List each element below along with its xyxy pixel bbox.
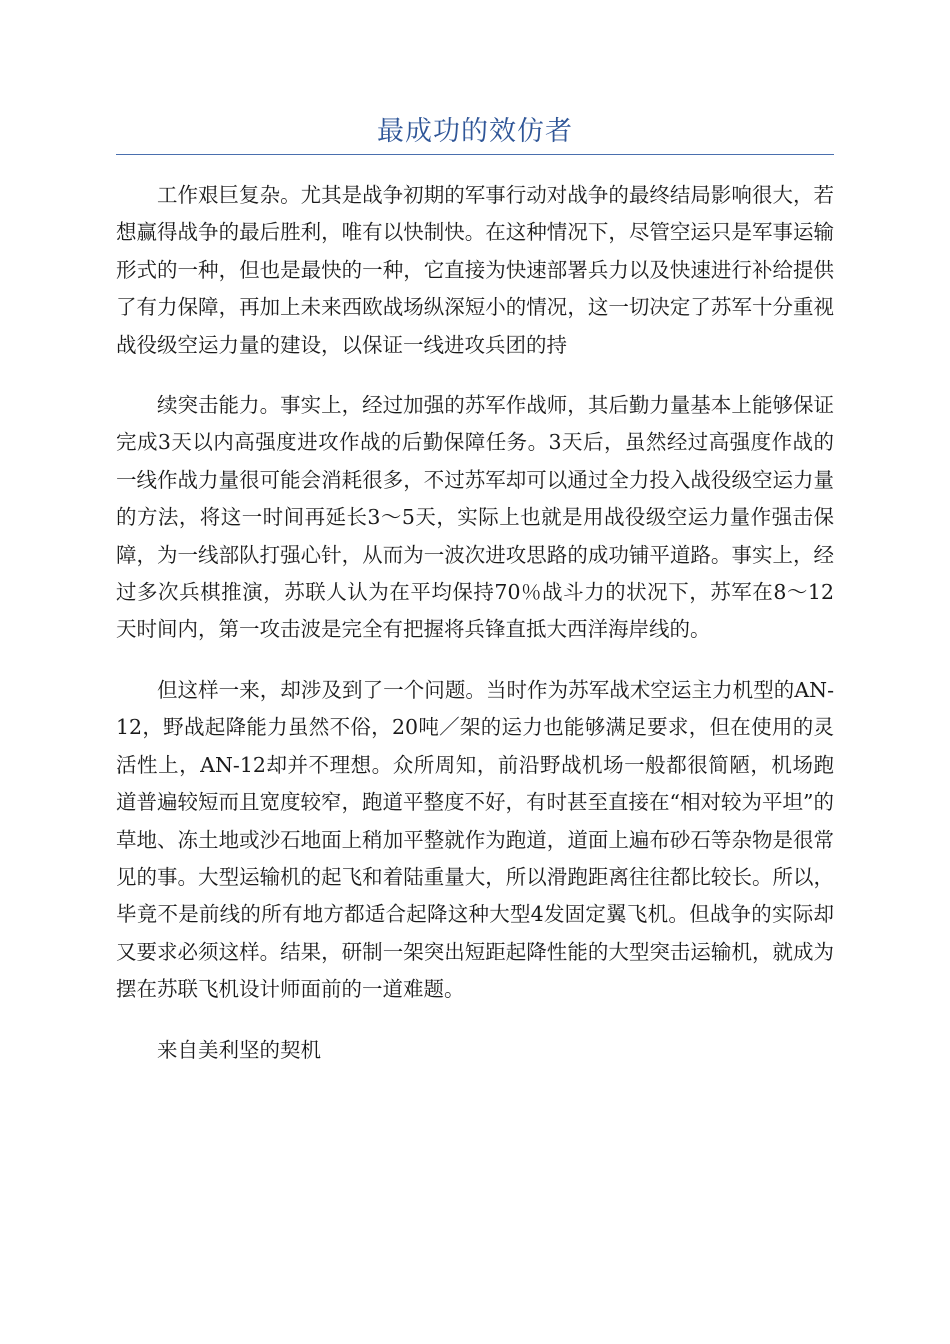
section-heading: 来自美利坚的契机 bbox=[157, 1037, 321, 1062]
paragraph-3: 但这样一来，却涉及到了一个问题。当时作为苏军战术空运主力机型的AN-12，野战起降能力虽然不俗，20吨／架的运力也能够满足要求，但在使用的灵活性上，AN-12却并不理想。众所周知，前沿野战机场一般都很简陋，机场跑道普遍较短而且宽度较窄，跑道平整度不好，有时甚至直接在“相对较为平坦”的草地、冻土地或沙石地面上稍加平整就作为跑道，道面上遍布砂石等杂物是很常见的事。大型运输机的起飞和着陆重量大，所以滑跑距离往往都比较长。所以，毕竟不是前线的所有地方都适合起降这种大型4发固定翼飞机。但战争的实际却又要求必须这样。结果，研制一架突出短距起降性能的大型突击运输机，就成为摆在苏联飞机设计师面前的一道难题。 bbox=[116, 677, 834, 1002]
title-underline bbox=[116, 154, 834, 155]
paragraph-2: 续突击能力。事实上，经过加强的苏军作战师，其后勤力量基本上能够保证完成3天以内高强度进攻作战的后勤保障任务。3天后，虽然经过高强度作战的一线作战力量很可能会消耗很多，不过苏军却可以通过全力投入战役级空运力量的方法，将这一时间再延长3～5天，实际上也就是用战役级空运力量作强击保障，为一线部队打强心针，从而为一波次进攻思路的成功铺平道路。事实上，经过多次兵棋推演，苏联人认为在平均保持70％战斗力的状况下，苏军在8～12天时间内，第一攻击波是完全有把握将兵锋直抵大西洋海岸线的。 bbox=[116, 393, 834, 642]
paragraph-1: 工作艰巨复杂。尤其是战争初期的军事行动对战争的最终结局影响很大，若想赢得战争的最后胜利，唯有以快制快。在这种情况下，尽管空运只是军事运输形式的一种，但也是最快的一种，它直接为快速部署兵力以及快速进行补给提供了有力保障，再加上未来西欧战场纵深短小的情况，这一切决定了苏军十分重视战役级空运力量的建设，以保证一线进攻兵团的持 bbox=[116, 183, 834, 357]
document-title: 最成功的效仿者 bbox=[377, 116, 573, 147]
document-page bbox=[116, 108, 834, 1092]
